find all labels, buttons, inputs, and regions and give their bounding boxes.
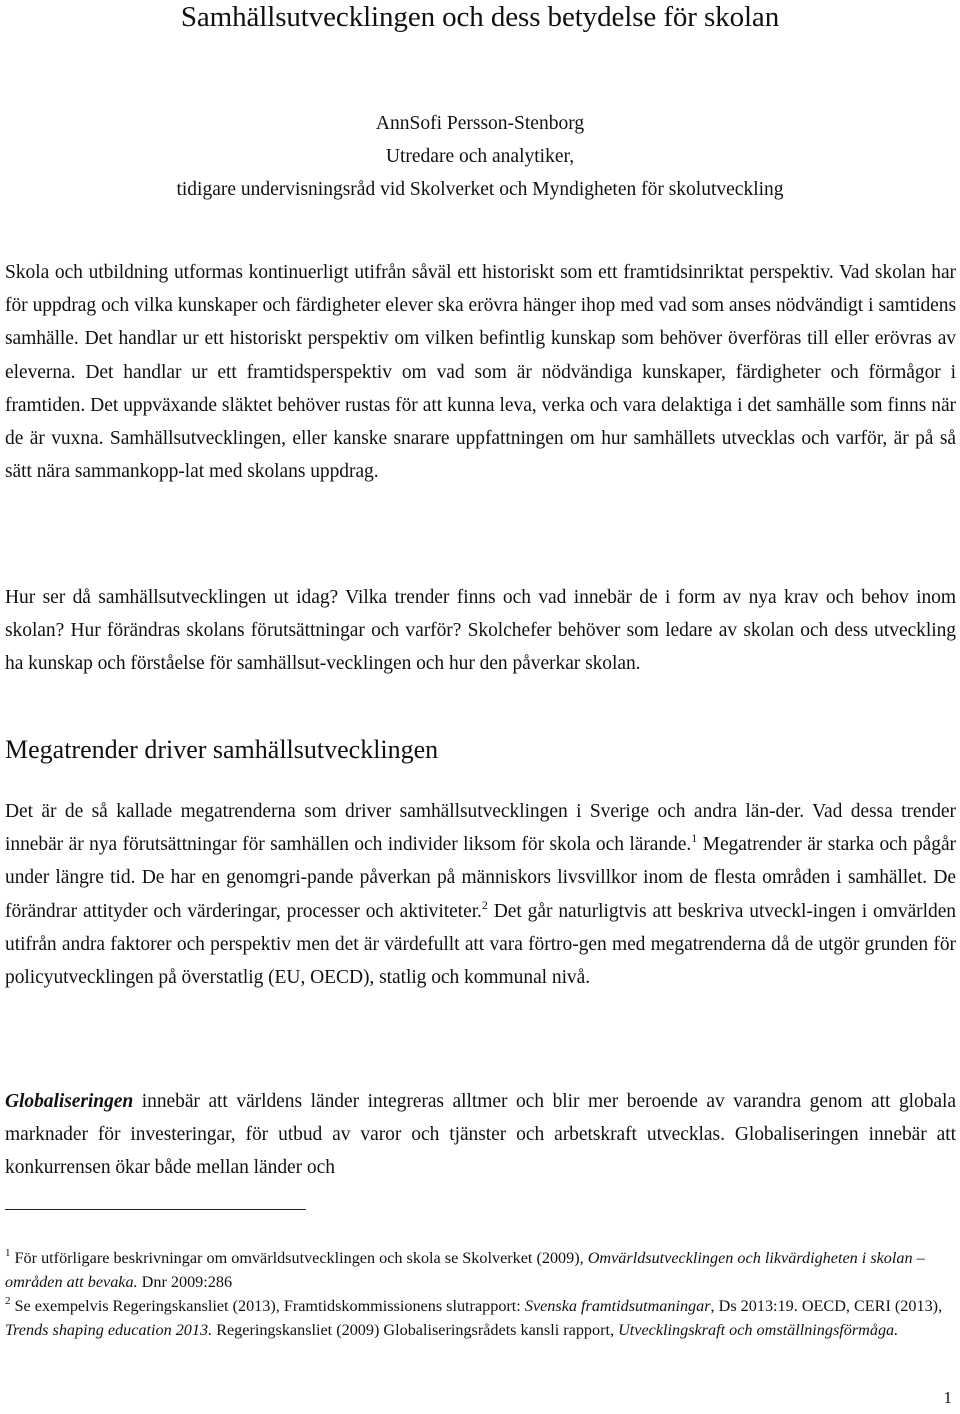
footnote-1 <box>5 1246 956 1294</box>
footnote-1-ref: Dnr 2009:286 <box>137 1273 233 1291</box>
footnote-2-title-a: Svenska framtidsutmaningar <box>524 1297 711 1315</box>
globalisation-text: innebär att världens länder integreras alltmer och blir mer beroende av varandra genom att globala marknader för investeringar, för utbud av varor och tjänster och arbetskraft utvecklas. Globaliseringen innebär att konkurrensen ökar både mellan länder och <box>5 1091 956 1179</box>
section-heading: Megatrender driver samhällsutvecklingen <box>5 735 439 764</box>
footnote-1-text: För utförligare beskrivningar om omvärldsutvecklingen och skola se Skolverket (2009), <box>10 1249 588 1267</box>
megatrends-text-1: Det är de så kallade megatrenderna som driver samhällsutvecklingen i Sverige och andra län-der. Vad dessa trender innebär är nya förutsättningar för samhällen och individer liksom för skola och lärande. <box>5 801 956 856</box>
footnote-2-title-c: Utvecklingskraft och omställningsförmåga. <box>618 1321 899 1339</box>
megatrends-text-3: Det går naturligtvis att beskriva utveckl-ingen i omvärlden utifrån andra faktorer och perspektiv men det är värdefullt att vara förtro-gen med megatrenderna då de utgör grunden för policyutvecklingen på överstatlig (EU, OECD), statlig och kommunal nivå. <box>5 900 956 989</box>
questions-paragraph: Hur ser då samhällsutvecklingen ut idag? Vilka trender finns och vad innebär de i form av nya krav och behov inom skolan? Hur förändras skolans förutsättningar och varför? Skolchefer behöver som ledare av skolan och dess utveckling ha kunskap och förståelse för samhällsut-vecklingen och hur den påverkar skolan. <box>5 587 956 675</box>
footnote-ref-1[interactable]: 1 <box>691 831 698 846</box>
author-name: AnnSofi Persson-Stenborg <box>375 113 585 134</box>
intro-paragraph: Skola och utbildning utformas kontinuerligt utifrån såväl ett historiskt som ett framtidsinriktat perspektiv. Vad skolan har för uppdrag och vilka kunskaper och färdigheter elever ska erövra hänger ihop med vad som anses nödvändigt i samtidens samhälle. Det handlar ur ett historiskt perspektiv om vilken befintlig kunskap som behöver överföras till eller erövras av eleverna. Det handlar ur ett framtidsperspektiv om vad som är nödvändiga kunskaper, färdigheter och förmågor i framtiden. Det uppväxande släktet behöver rustas för att kunna leva, verka och vara delaktiga i det samhälle som finns när de är vuxna. Samhällsutvecklingen, eller kanske snarare uppfattningen om hur samhällets utvecklas och varför, är på så sätt nära sammankopp-lat med skolans uppdrag. <box>5 262 956 483</box>
footnote-number-1: 1 <box>5 1247 11 1259</box>
footnote-number-2: 2 <box>5 1295 11 1307</box>
globalisation-lead: Globaliseringen <box>5 1091 134 1112</box>
footnote-ref-2[interactable]: 2 <box>481 897 488 912</box>
megatrends-text-2: Megatrender är starka och pågår under längre tid. De har en genomgri-pande påverkan på människors livsvillkor inom de flesta områden i samhället. De förändrar attityder och värderingar, processer och aktiviteter. <box>5 834 956 922</box>
footnote-divider <box>5 1209 306 1210</box>
author-block <box>0 107 960 206</box>
footnote-2 <box>5 1294 956 1342</box>
footnote-2-text-c: Regeringskansliet (2009) Globaliseringsrådets kansli rapport, <box>212 1321 619 1339</box>
footnote-1-title: Omvärldsutvecklingen och likvärdigheten i skolan – områden att bevaka. <box>5 1249 925 1291</box>
footnote-2-title-b: Trends shaping education 2013. <box>5 1321 213 1339</box>
footnote-2-text-b: , Ds 2013:19. OECD, CERI (2013), <box>710 1297 943 1315</box>
author-role: Utredare och analytiker, <box>385 146 575 167</box>
footnote-2-text-a: Se exempelvis Regeringskansliet (2013), Framtidskommissionens slutrapport: <box>10 1297 525 1315</box>
author-previous-role: tidigare undervisningsråd vid Skolverket och Myndigheten för skolutveckling <box>176 179 784 200</box>
document-title: Samhällsutvecklingen och dess betydelse för skolan <box>180 1 780 33</box>
globalisation-paragraph <box>5 1085 956 1185</box>
page-number: 1 <box>943 1388 952 1407</box>
megatrends-paragraph <box>5 795 956 994</box>
footnotes <box>5 1246 956 1342</box>
